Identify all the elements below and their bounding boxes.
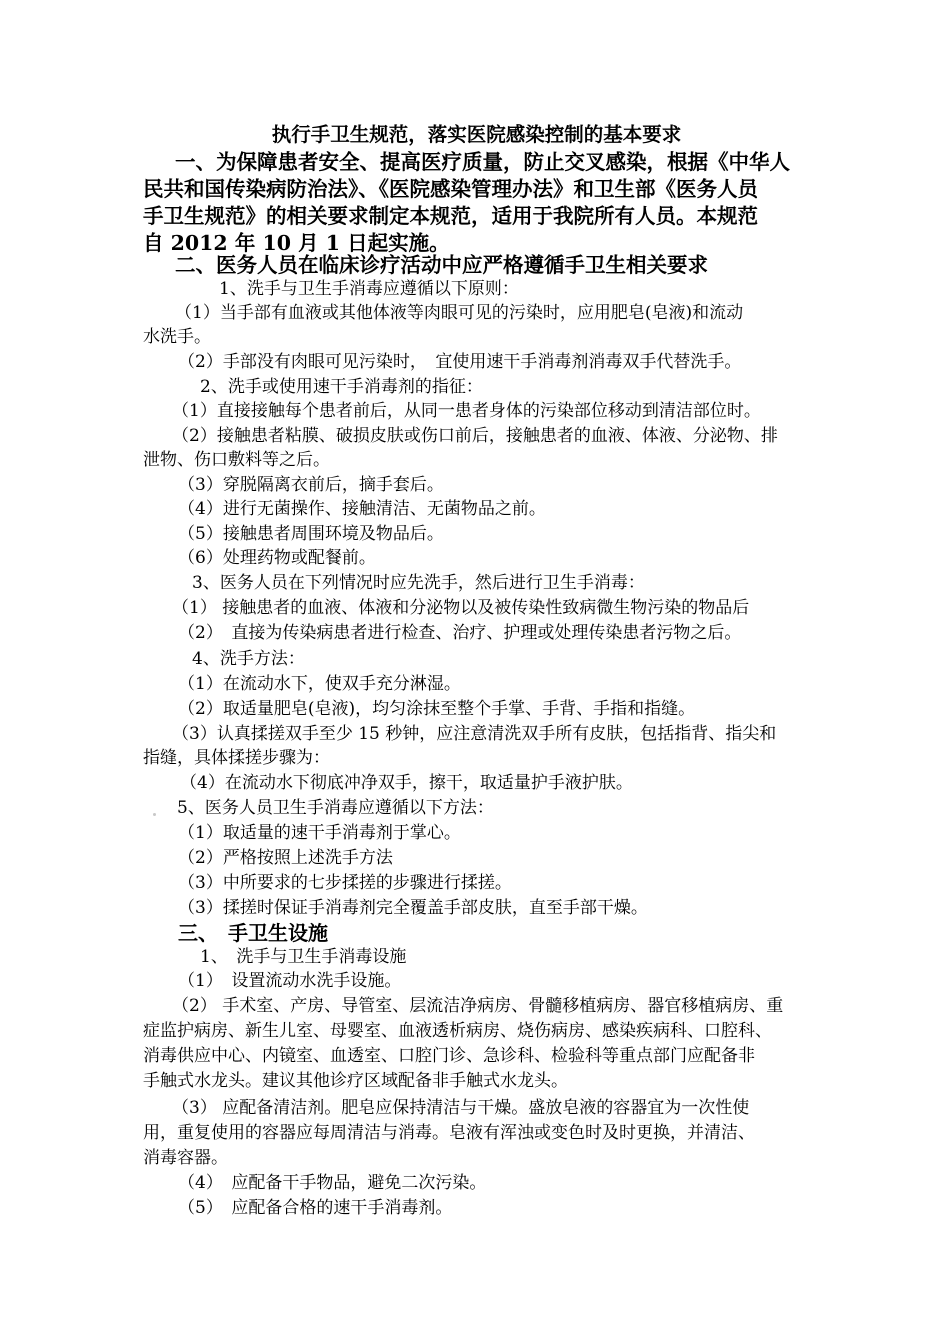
paragraph-line: （1）取适量的速干手消毒剂于掌心。 (178, 823, 461, 843)
paragraph-line: 手触式水龙头。建议其他诊疗区域配备非手触式水龙头。 (143, 1071, 568, 1091)
paragraph-line: （3） 应配备清洁剂。肥皂应保持清洁与干燥。盛放皂液的容器宜为一次性使 (172, 1098, 750, 1118)
paragraph-line: （5） 应配备合格的速干手消毒剂。 (178, 1198, 453, 1218)
paragraph-line: （3）穿脱隔离衣前后，摘手套后。 (178, 475, 444, 495)
paragraph-line: （2）严格按照上述洗手方法 (178, 848, 393, 868)
paragraph-line: 指缝，具体揉搓步骤为： (143, 748, 330, 768)
section-heading: 三、 手卫生设施 (178, 921, 328, 945)
paragraph-line: （6）处理药物或配餐前。 (178, 548, 376, 568)
stray-mark (153, 813, 156, 816)
paragraph-line: 消毒容器。 (143, 1148, 228, 1168)
section-heading: 二、医务人员在临床诊疗活动中应严格遵循手卫生相关要求 (175, 253, 708, 277)
paragraph-line: 5、医务人员卫生手消毒应遵循以下方法： (177, 798, 494, 818)
paragraph-line: （5）接触患者周围环境及物品后。 (178, 524, 444, 544)
paragraph-line: 自 2012 年 10 月 1 日起实施。 (143, 231, 450, 255)
paragraph-line: 症监护病房、新生儿室、母婴室、血液透析病房、烧伤病房、感染疾病科、口腔科、 (143, 1021, 772, 1041)
paragraph-line: （1）直接接触每个患者前后，从同一患者身体的污染部位移动到清洁部位时。 (172, 401, 761, 421)
paragraph-line: （1）当手部有血液或其他体液等肉眼可见的污染时，应用肥皂(皂液)和流动 (175, 303, 744, 323)
paragraph-line: （4） 应配备干手物品，避免二次污染。 (178, 1173, 487, 1193)
paragraph-line: （1） 接触患者的血液、体液和分泌物以及被传染性致病微生物污染的物品后 (172, 598, 750, 618)
paragraph-line: 1、 洗手与卫生手消毒设施 (200, 947, 407, 967)
paragraph-line: （3）认真揉搓双手至少 15 秒钟，应注意清洗双手所有皮肤，包括指背、指尖和 (172, 724, 777, 744)
paragraph-line: （1）在流动水下，使双手充分淋湿。 (178, 674, 461, 694)
paragraph-line: （1） 设置流动水洗手设施。 (178, 971, 402, 991)
paragraph-line: 消毒供应中心、内镜室、血透室、口腔门诊、急诊科、检验科等重点部门应配备非 (143, 1046, 755, 1066)
paragraph-line: 用，重复使用的容器应每周清洁与消毒。皂液有浑浊或变色时及时更换，并清洁、 (143, 1123, 755, 1143)
paragraph-line: （2）取适量肥皂(皂液)，均匀涂抹至整个手掌、手背、手指和指缝。 (178, 699, 696, 719)
paragraph-line: 4、洗手方法： (192, 649, 305, 669)
paragraph-line: 2、洗手或使用速干手消毒剂的指征： (200, 377, 483, 397)
paragraph-line: （3）揉搓时保证手消毒剂完全覆盖手部皮肤，直至手部干燥。 (178, 898, 648, 918)
paragraph-line: （2）手部没有肉眼可见污染时， 宜使用速干手消毒剂消毒双手代替洗手。 (178, 352, 742, 372)
paragraph-line: 水洗手。 (143, 327, 211, 347)
paragraph-line: 1、洗手与卫生手消毒应遵循以下原则： (219, 279, 519, 299)
paragraph-line: 3、医务人员在下列情况时应先洗手，然后进行卫生手消毒： (192, 573, 645, 593)
paragraph-line: （4）在流动水下彻底冲净双手，擦干，取适量护手液护肤。 (180, 773, 633, 793)
paragraph-line: （2） 手术室、产房、导管室、层流洁净病房、骨髓移植病房、器官移植病房、重 (172, 996, 784, 1016)
paragraph-line: 民共和国传染病防治法》、《医院感染管理办法》和卫生部《医务人员 (143, 177, 758, 201)
paragraph-line: 泄物、伤口敷料等之后。 (143, 450, 330, 470)
paragraph-line: 手卫生规范》的相关要求制定本规范，适用于我院所有人员。本规范 (143, 204, 758, 228)
paragraph-line: 一、为保障患者安全、提高医疗质量，防止交叉感染，根据《中华人 (175, 150, 790, 174)
paragraph-line: （3）中所要求的七步揉搓的步骤进行揉搓。 (178, 873, 512, 893)
document-title: 执行手卫生规范，落实医院感染控制的基本要求 (271, 123, 682, 146)
paragraph-line: （4）进行无菌操作、接触清洁、无菌物品之前。 (178, 499, 546, 519)
paragraph-line: （2）接触患者粘膜、破损皮肤或伤口前后，接触患者的血液、体液、分泌物、排 (172, 426, 778, 446)
paragraph-line: （2） 直接为传染病患者进行检查、治疗、护理或处理传染患者污物之后。 (178, 623, 742, 643)
